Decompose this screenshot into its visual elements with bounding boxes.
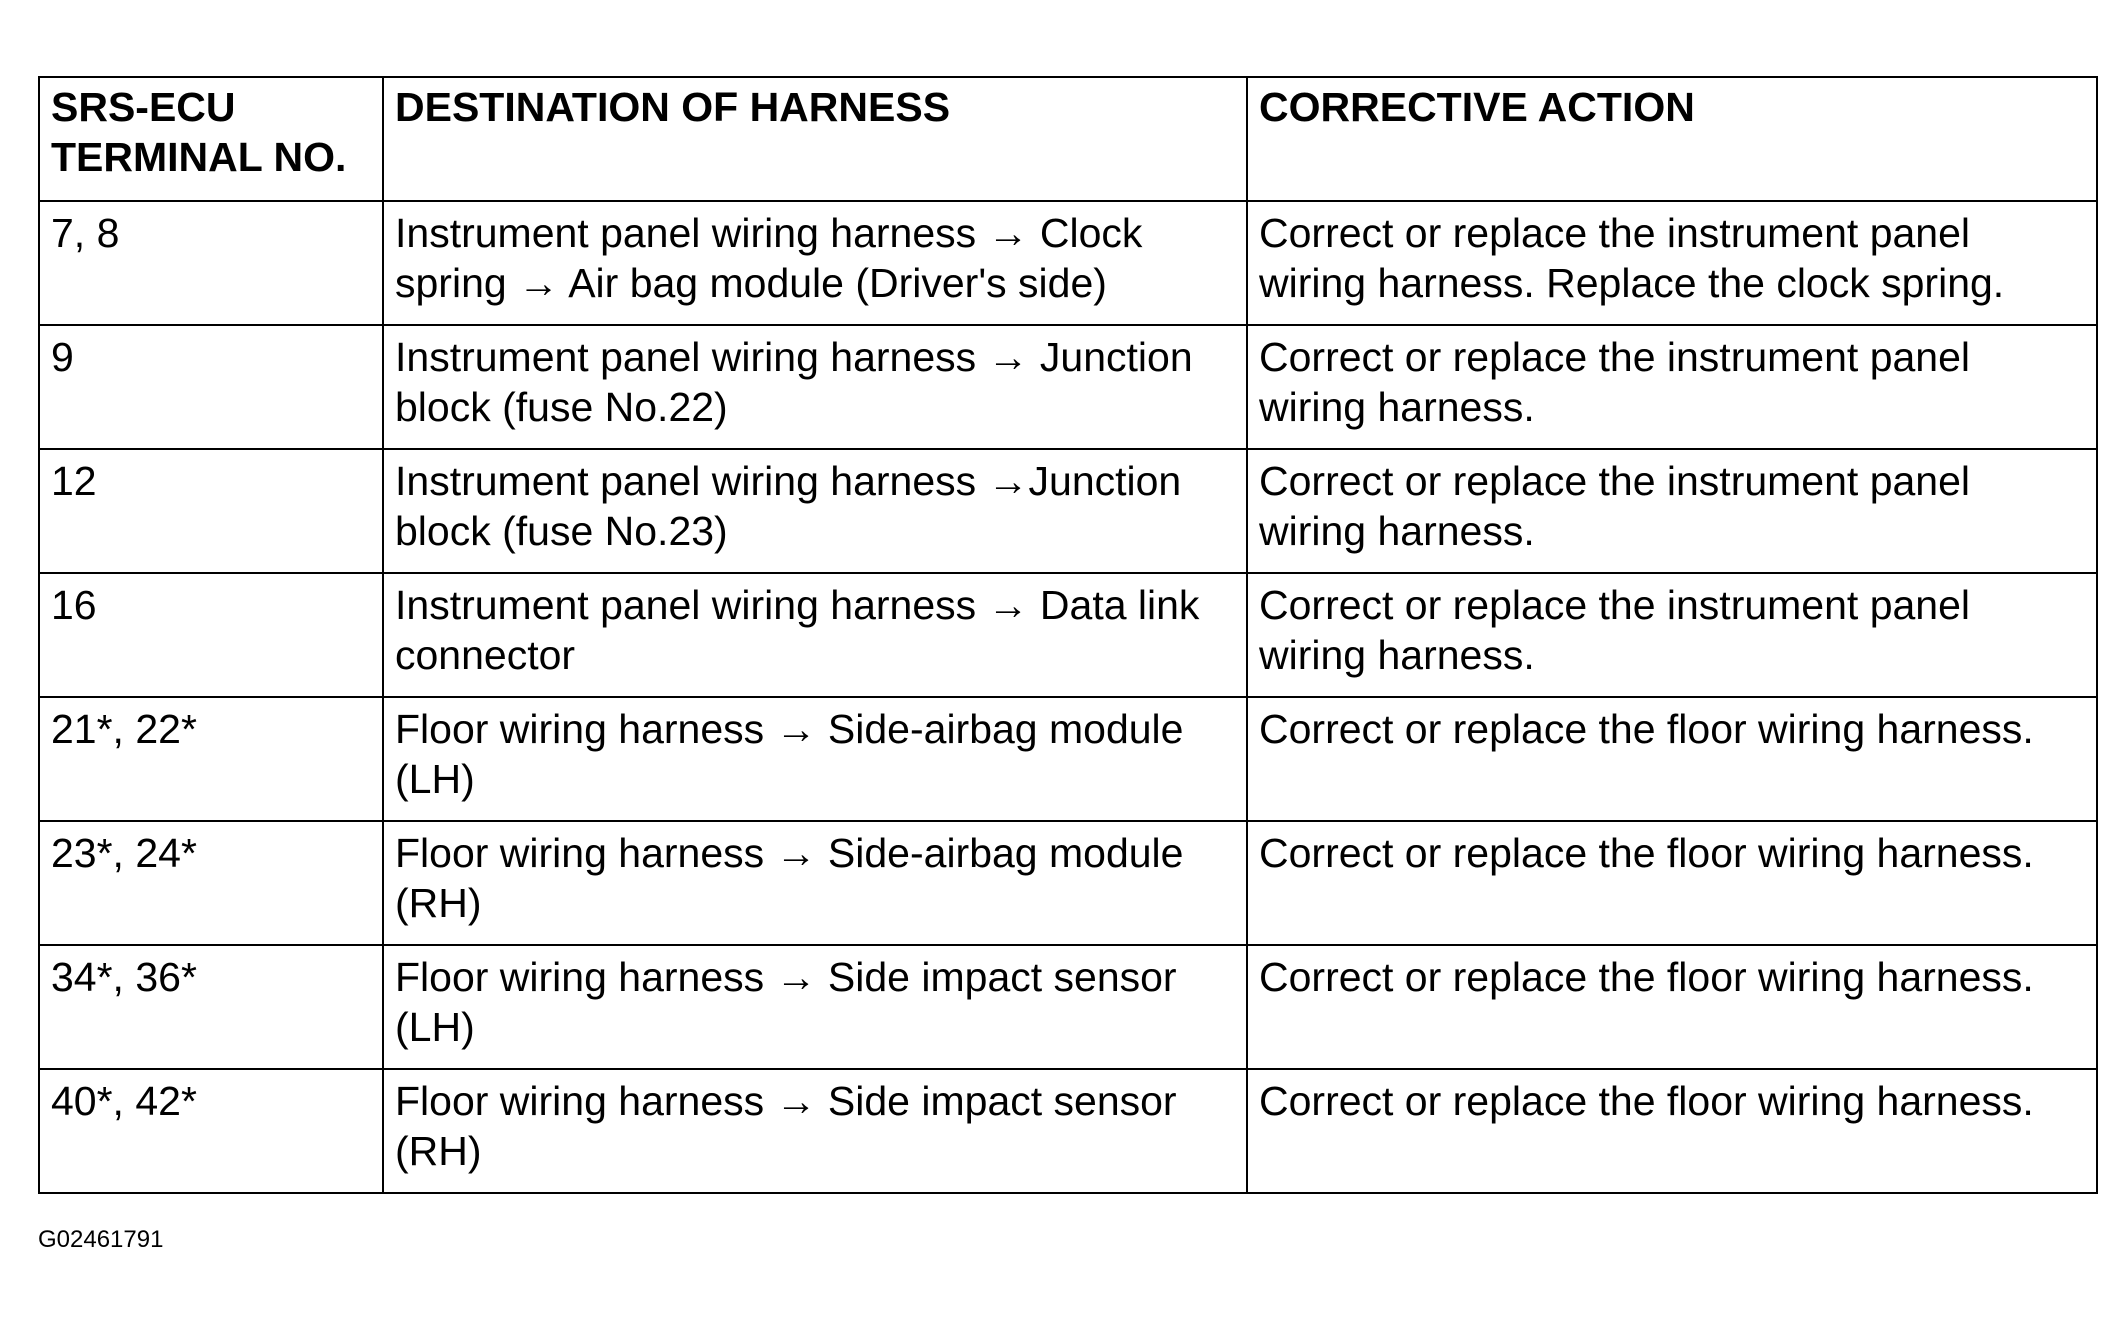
destination-value: Instrument panel wiring harness → Junction block (fuse No.22) <box>395 334 1193 430</box>
action-value: Correct or replace the instrument panel wiring harness. <box>1259 458 1971 554</box>
terminal-value: 12 <box>51 458 97 504</box>
table-row <box>39 325 2097 449</box>
table-row <box>39 201 2097 325</box>
action-value: Correct or replace the floor wiring harness. <box>1259 954 2034 1000</box>
destination-cell <box>383 573 1247 697</box>
destination-value: Instrument panel wiring harness →Junction block (fuse No.23) <box>395 458 1182 554</box>
action-value: Correct or replace the instrument panel wiring harness. <box>1259 582 1971 678</box>
action-cell <box>1247 1069 2097 1193</box>
table-row <box>39 821 2097 945</box>
destination-cell <box>383 697 1247 821</box>
destination-cell <box>383 449 1247 573</box>
header-corrective-action <box>1247 77 2097 201</box>
terminal-cell <box>39 945 383 1069</box>
destination-cell <box>383 821 1247 945</box>
action-value: Correct or replace the instrument panel wiring harness. <box>1259 334 1971 430</box>
header-destination <box>383 77 1247 201</box>
figure-id: G02461791 <box>38 1226 164 1253</box>
header-label: CORRECTIVE ACTION <box>1259 84 1695 130</box>
terminal-cell <box>39 821 383 945</box>
table-row <box>39 1069 2097 1193</box>
terminal-value: 40*, 42* <box>51 1078 197 1124</box>
terminal-cell <box>39 325 383 449</box>
action-cell <box>1247 449 2097 573</box>
terminal-value: 7, 8 <box>51 210 120 256</box>
terminal-cell <box>39 449 383 573</box>
destination-value: Floor wiring harness → Side-airbag module (LH) <box>395 706 1184 802</box>
action-cell <box>1247 325 2097 449</box>
table-header-row <box>39 77 2097 201</box>
destination-cell <box>383 1069 1247 1193</box>
header-label: SRS-ECU TERMINAL NO. <box>51 84 347 180</box>
terminal-value: 16 <box>51 582 97 628</box>
table-row <box>39 573 2097 697</box>
destination-value: Floor wiring harness → Side-airbag module (RH) <box>395 830 1184 926</box>
action-cell <box>1247 573 2097 697</box>
action-value: Correct or replace the floor wiring harness. <box>1259 706 2034 752</box>
terminal-value: 21*, 22* <box>51 706 197 752</box>
destination-value: Instrument panel wiring harness → Data link connector <box>395 582 1200 678</box>
table-row <box>39 945 2097 1069</box>
destination-cell <box>383 201 1247 325</box>
action-value: Correct or replace the floor wiring harness. <box>1259 1078 2034 1124</box>
header-label: DESTINATION OF HARNESS <box>395 84 951 130</box>
header-terminal-no <box>39 77 383 201</box>
terminal-value: 9 <box>51 334 74 380</box>
terminal-value: 23*, 24* <box>51 830 197 876</box>
terminal-value: 34*, 36* <box>51 954 197 1000</box>
destination-cell <box>383 945 1247 1069</box>
terminal-cell <box>39 201 383 325</box>
destination-value: Floor wiring harness → Side impact sensor (LH) <box>395 954 1177 1050</box>
action-value: Correct or replace the floor wiring harness. <box>1259 830 2034 876</box>
harness-table <box>38 76 2098 1194</box>
action-cell <box>1247 697 2097 821</box>
action-value: Correct or replace the instrument panel wiring harness. Replace the clock spring. <box>1259 210 2005 306</box>
terminal-cell <box>39 697 383 821</box>
terminal-cell <box>39 573 383 697</box>
action-cell <box>1247 201 2097 325</box>
destination-value: Floor wiring harness → Side impact sensor (RH) <box>395 1078 1177 1174</box>
action-cell <box>1247 821 2097 945</box>
table-row <box>39 449 2097 573</box>
terminal-cell <box>39 1069 383 1193</box>
destination-cell <box>383 325 1247 449</box>
table-row <box>39 697 2097 821</box>
action-cell <box>1247 945 2097 1069</box>
destination-value: Instrument panel wiring harness → Clock spring → Air bag module (Driver's side) <box>395 210 1143 306</box>
